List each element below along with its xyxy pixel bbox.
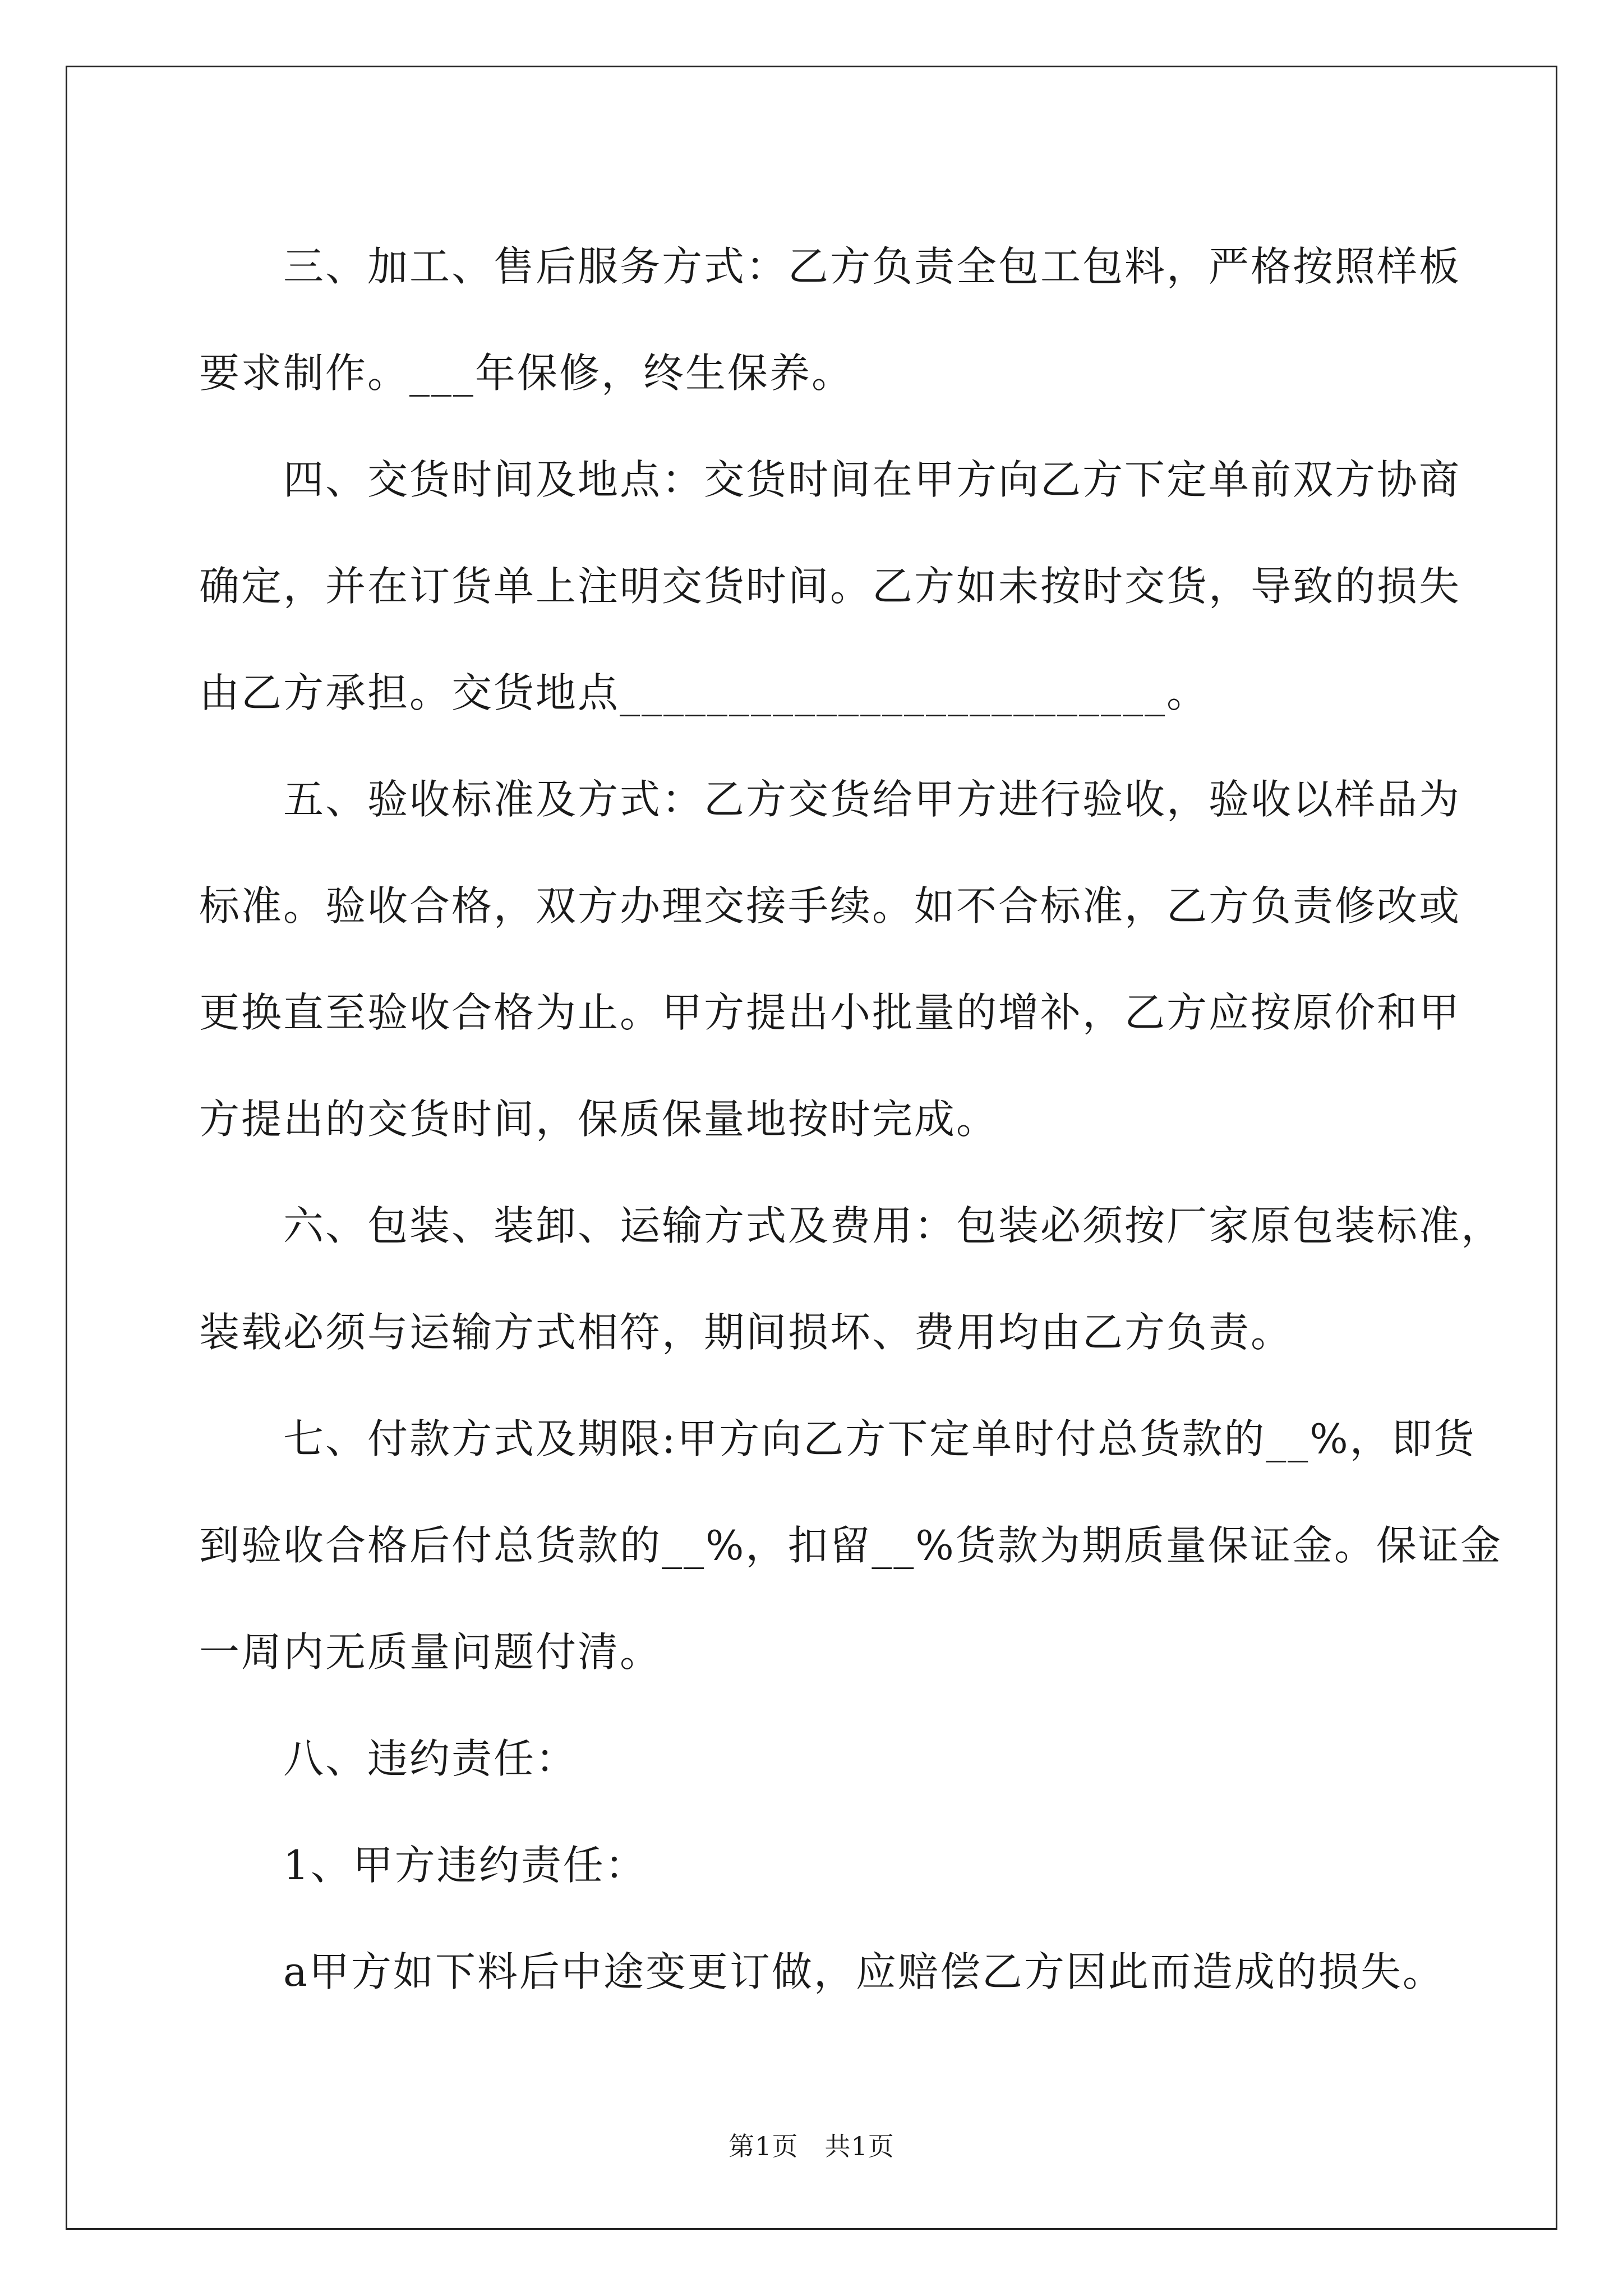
text-line: 更换直至验收合格为止。甲方提出小批量的增补，乙方应按原价和甲 — [199, 989, 1461, 1036]
text-line: 四、交货时间及地点：交货时间在甲方向乙方下定单前双方协商 — [199, 456, 1461, 503]
text-line: 五、验收标准及方式：乙方交货给甲方进行验收，验收以样品为 — [199, 776, 1461, 823]
text-line: 三、加工、售后服务方式：乙方负责全包工包料，严格按照样板 — [199, 243, 1461, 290]
text-line: 一周内无质量问题付清。 — [199, 1628, 662, 1676]
text-line: 装载必须与运输方式相符，期间损坏、费用均由乙方负责。 — [199, 1309, 1293, 1356]
text-line: a甲方如下料后中途变更订做，应赔偿乙方因此而造成的损失。 — [199, 1948, 1445, 1995]
text-line: 确定，并在订货单上注明交货时间。乙方如未按时交货，导致的损失 — [199, 563, 1461, 610]
text-line: 标准。验收合格，双方办理交接手续。如不合标准，乙方负责修改或 — [199, 882, 1461, 930]
text-line: 由乙方承担。交货地点_________________________。 — [199, 669, 1209, 716]
document-body — [199, 213, 1504, 2025]
text-line: 1、甲方违约责任： — [199, 1842, 647, 1889]
text-line: 要求制作。___年保修，终生保养。 — [199, 349, 854, 397]
text-line: 六、包装、装卸、运输方式及费用：包装必须按厂家原包装标准， — [199, 1202, 1504, 1249]
text-line: 方提出的交货时间，保质保量地按时完成。 — [199, 1096, 999, 1143]
text-line: 八、违约责任： — [199, 1735, 578, 1782]
text-line: 七、付款方式及期限:甲方向乙方下定单时付总货款的__%，即货 — [199, 1415, 1476, 1462]
page-number-footer: 第1页 共1页 — [728, 2131, 895, 2161]
text-line: 到验收合格后付总货款的__%，扣留__%货款为期质量保证金。保证金 — [199, 1522, 1502, 1569]
